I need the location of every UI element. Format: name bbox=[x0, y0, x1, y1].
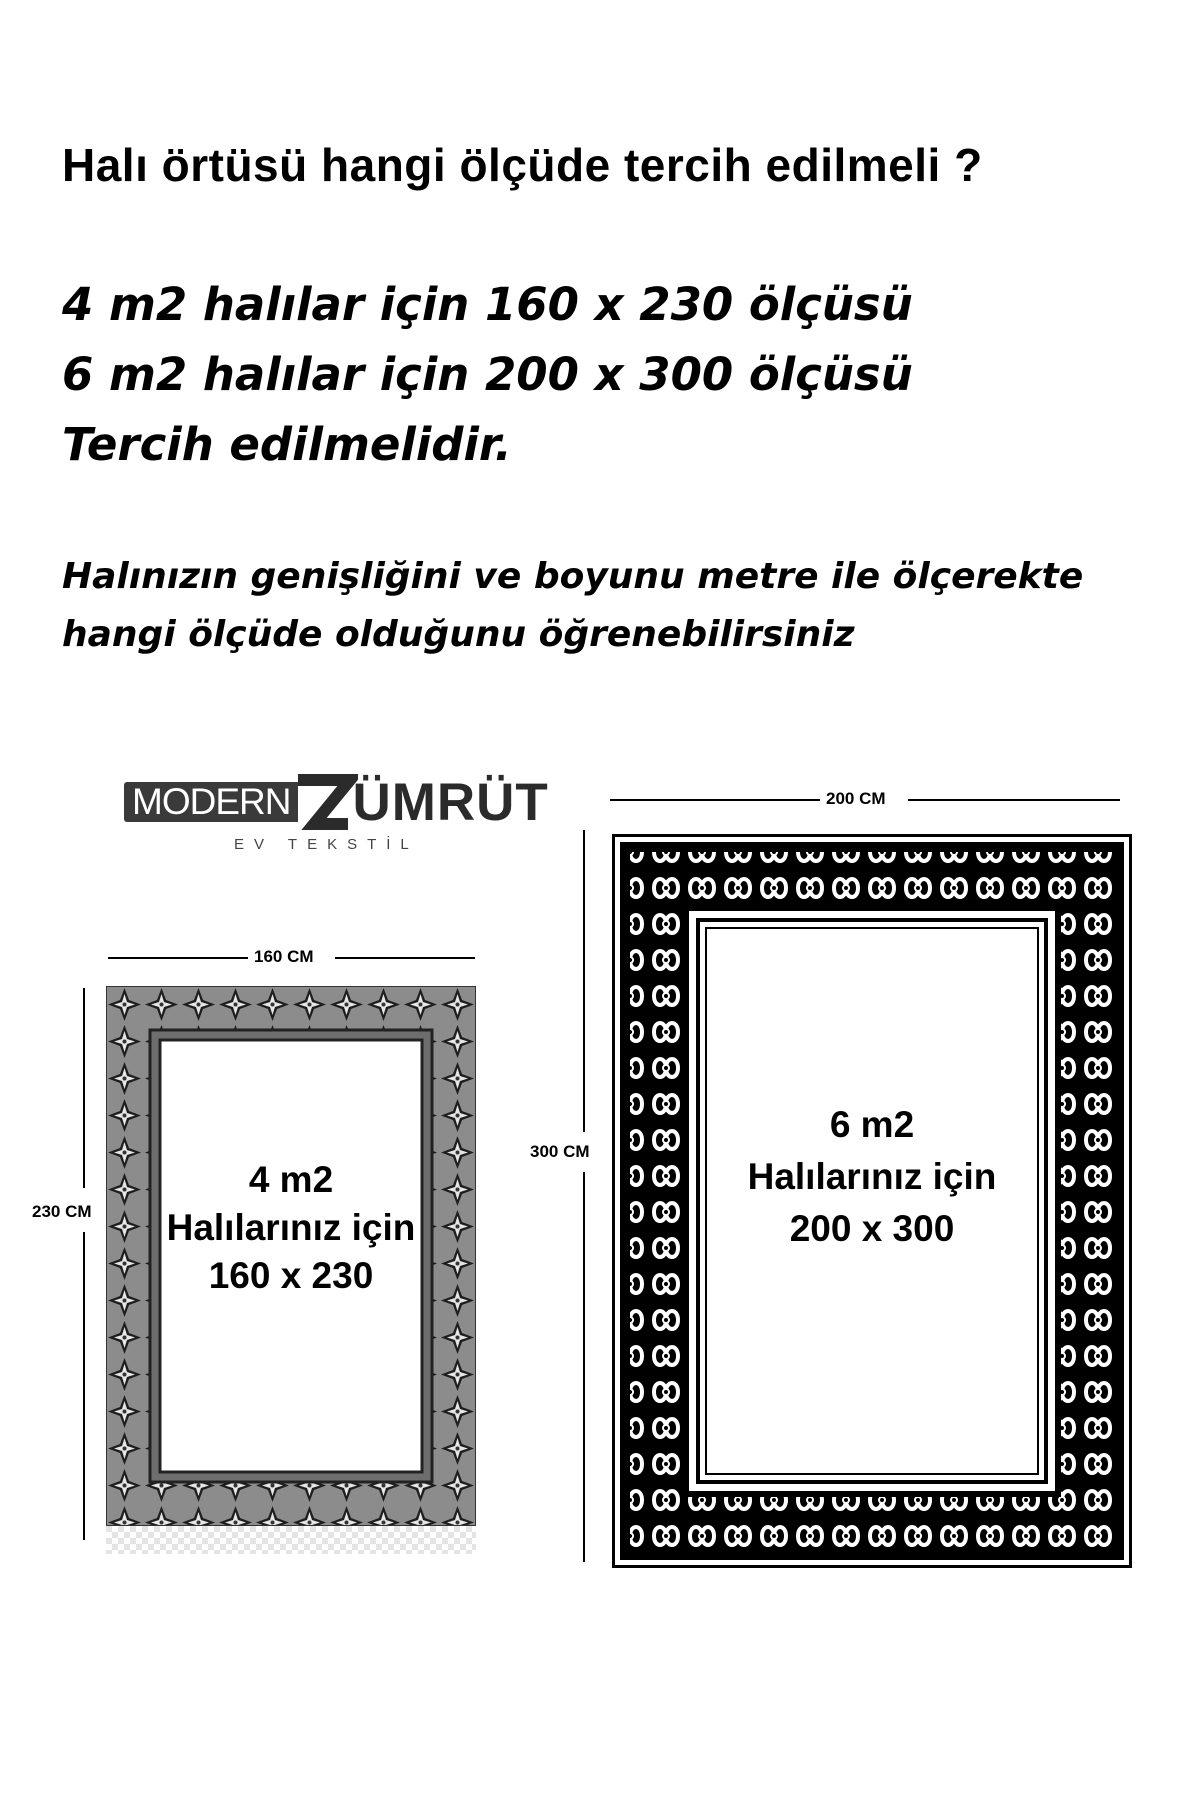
measure-line-1: Halınızın genişliğini ve boyunu metre ile ölçerekte bbox=[62, 556, 1084, 597]
small-rug-width-label: 160 CM bbox=[254, 947, 314, 966]
large-rug-for: Halılarınız için bbox=[747, 1156, 997, 1197]
headline: Halı örtüsü hangi ölçüde tercih edilmeli ? bbox=[62, 139, 983, 191]
measure-instructions bbox=[62, 548, 1083, 664]
size-line-4m2: 4 m2 halılar için 160 x 230 ölçüsü bbox=[62, 278, 913, 331]
large-rug bbox=[612, 834, 1132, 1568]
small-rug bbox=[106, 986, 476, 1556]
brand-logo bbox=[124, 770, 549, 870]
logo-subtitle: EV TEKSTİL bbox=[234, 836, 419, 853]
measure-line-2: hangi ölçüde olduğunu öğrenebilirsiniz bbox=[62, 614, 855, 655]
large-rug-height-label: 300 CM bbox=[530, 1142, 590, 1161]
small-rug-caption bbox=[160, 1156, 422, 1300]
small-rug-for: Halılarınız için bbox=[166, 1207, 416, 1248]
logo-z-mark bbox=[290, 772, 358, 832]
logo-umrut-text: ÜMRÜT bbox=[352, 772, 549, 832]
size-recommendations bbox=[62, 270, 913, 480]
size-line-6m2: 6 m2 halılar için 200 x 300 ölçüsü bbox=[62, 348, 913, 401]
large-rug-caption bbox=[706, 1099, 1038, 1255]
large-rug-size: 200 x 300 bbox=[789, 1208, 955, 1249]
large-rug-diagram bbox=[530, 780, 1170, 1580]
logo-modern-text: MODERN bbox=[124, 782, 298, 822]
small-rug-size: 160 x 230 bbox=[208, 1255, 374, 1296]
small-rug-height-label: 230 CM bbox=[32, 1202, 92, 1221]
large-rug-width-label: 200 CM bbox=[826, 789, 886, 808]
large-rug-area: 6 m2 bbox=[829, 1104, 915, 1145]
small-rug-diagram bbox=[28, 940, 498, 1560]
small-rug-area: 4 m2 bbox=[248, 1159, 334, 1200]
size-line-preferred: Tercih edilmelidir. bbox=[62, 418, 512, 471]
